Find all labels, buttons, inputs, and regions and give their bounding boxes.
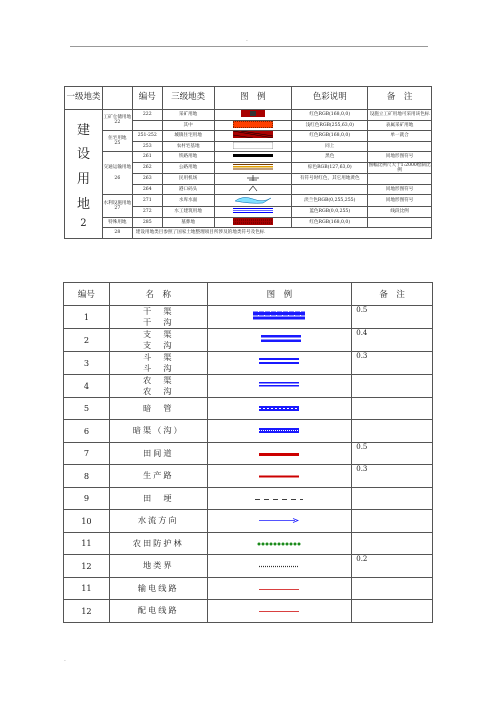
production-road-icon [207, 465, 352, 488]
table-row [64, 420, 433, 443]
class-cell: 港口码头 [162, 184, 214, 195]
legend-swatch [214, 120, 292, 131]
row-note: 0.5 [352, 442, 433, 465]
table-row [64, 351, 433, 374]
header-note: 备 注 [352, 283, 433, 306]
row-number: 12 [64, 555, 110, 578]
legend-swatch [214, 217, 292, 228]
note-cell [368, 141, 432, 152]
row-name: 田 埂 [109, 487, 207, 510]
distribution-line-icon [207, 600, 352, 623]
color-cell: 棕色RGB(127,63,0) [292, 162, 368, 174]
top-dot: · [246, 38, 248, 45]
table-row [64, 442, 433, 465]
ridge-icon [207, 487, 352, 510]
class-cell: 其中 [162, 120, 214, 131]
row-name: 地类界 [109, 555, 207, 578]
color-cell: 淡兰色RGB(0,255,255) [292, 195, 368, 207]
land-boundary-icon [207, 555, 352, 578]
class-cell: 水库水面 [162, 195, 214, 207]
sub-category: 住宅用地 25 [102, 131, 132, 152]
row-number: 5 [64, 397, 110, 420]
table-footer-note: 建设用地类目参照了国家土地整理项目所涉及的地类符号及色标 [132, 228, 431, 239]
code-cell: 272 [132, 207, 162, 218]
table-row [64, 305, 433, 328]
color-cell: 同上 [292, 141, 368, 152]
note-cell: 单一就合 [368, 131, 432, 142]
header-category: 一级地类 [65, 87, 103, 110]
row-name: 斗 渠 斗 沟 [109, 351, 207, 374]
row-name: 农 渠 农 沟 [109, 374, 207, 397]
transmission-line-icon [207, 577, 352, 600]
row-name: 干 渠 干 沟 [109, 305, 207, 328]
covered-ditch-icon [207, 420, 352, 443]
code-cell: 261 [132, 152, 162, 163]
row-note: 0.5 [352, 305, 433, 328]
sub-category: 特殊用地 [102, 217, 132, 228]
legend-swatch [214, 141, 292, 152]
row-note [352, 487, 433, 510]
color-cell: 红色RGB(168,0,0) [292, 217, 368, 228]
row-name: 农田防护林 [109, 532, 207, 555]
group-label: 建 设 用 地 2 [65, 110, 103, 239]
class-cell: 墓葬地 [162, 217, 214, 228]
row-note [352, 374, 433, 397]
note-cell [368, 174, 432, 185]
row-name: 暗 管 [109, 397, 207, 420]
row-number: 12 [64, 600, 110, 623]
header-legend: 图 例 [207, 283, 352, 306]
table-row [64, 600, 433, 623]
table-row [64, 465, 433, 488]
header-note: 备 注 [368, 87, 432, 110]
row-number: 11 [64, 532, 110, 555]
sub-category: 水利设施用地 27 [102, 195, 132, 218]
color-cell: 红色RGB(168,0,0) [292, 131, 368, 142]
table-row [64, 510, 433, 533]
row-number: 3 [64, 351, 110, 374]
color-cell: 有符号时红色，其它用地黄色 [292, 174, 368, 185]
legend-swatch [214, 174, 292, 185]
row-name: 水流方向 [109, 510, 207, 533]
row-note [352, 600, 433, 623]
table-row [64, 532, 433, 555]
class-cell: 农村宅基地 [162, 141, 214, 152]
sub-category: 交通运输用地 26 [102, 152, 132, 195]
row-number: 8 [64, 465, 110, 488]
row-name: 生产路 [109, 465, 207, 488]
legend-swatch [214, 162, 292, 174]
row-note [352, 420, 433, 443]
legend-swatch [214, 195, 292, 207]
note-cell: 表属采矿用地 [368, 120, 432, 131]
note-cell: 图幅比例尺大于1:2000绘制比例 [368, 162, 431, 173]
header-code: 编号 [132, 87, 162, 110]
lateral-canal-icon [207, 351, 352, 374]
code-cell: 285 [132, 217, 162, 228]
row-number: 9 [64, 487, 110, 510]
note-cell: 同地形图符号 [368, 152, 432, 163]
row-number: 6 [64, 420, 110, 443]
color-cell: 红色RGB(168,0,0) [292, 110, 368, 121]
row-number: 1 [64, 305, 110, 328]
class-cell: 公路用地 [162, 162, 214, 174]
table-row [64, 555, 433, 578]
land-use-legend-table [64, 86, 432, 239]
buried-pipe-icon [207, 397, 352, 420]
note-cell [368, 217, 432, 228]
row-note: 0.4 [352, 328, 433, 351]
sub-code: 28 [102, 228, 132, 239]
branch-canal-icon [207, 328, 352, 351]
note-cell: 线段比例 [368, 207, 432, 218]
class-cell: 水工建筑用地 [162, 207, 214, 218]
main-canal-icon [207, 305, 352, 328]
note-cell: 同地形图符号 [368, 184, 432, 195]
row-note [352, 532, 433, 555]
code-cell: 253 [132, 141, 162, 152]
legend-swatch [214, 184, 292, 195]
table-row [64, 374, 433, 397]
row-number: 11 [64, 577, 110, 600]
code-cell: 222 [132, 110, 162, 121]
row-number: 2 [64, 328, 110, 351]
header-class: 三级地类 [162, 87, 214, 110]
class-cell: 城镇住宅用地 [162, 131, 214, 142]
row-number: 7 [64, 442, 110, 465]
note-cell: 同地形图符号 [368, 195, 432, 207]
header-legend: 图 例 [214, 87, 292, 110]
row-note [352, 510, 433, 533]
shelterbelt-icon [207, 532, 352, 555]
header-color: 色彩说明 [292, 87, 368, 110]
row-name: 输电线路 [109, 577, 207, 600]
note-cell: 设施立工矿用地可采用该色标 [368, 110, 432, 121]
table-row [64, 487, 433, 510]
legend-swatch [214, 110, 292, 121]
code-cell: 262 [132, 162, 162, 174]
class-cell: 铁路用地 [162, 152, 214, 163]
row-number: 10 [64, 510, 110, 533]
code-cell: 251-252 [132, 131, 162, 142]
table-row [64, 328, 433, 351]
farm-canal-icon [207, 374, 352, 397]
class-cell: 民用机场 [162, 174, 214, 185]
class-cell: 采矿用地 [162, 110, 214, 121]
color-cell: 黑色 [292, 152, 368, 163]
bottom-dot: · [64, 658, 66, 665]
header-rule [70, 46, 428, 47]
flow-direction-icon [207, 510, 352, 533]
row-note [352, 397, 433, 420]
row-note: 0.3 [352, 465, 433, 488]
color-cell: 浅红色RGB(255,63,0) [292, 120, 368, 131]
code-cell: 264 [132, 184, 162, 195]
row-note [352, 577, 433, 600]
table-row [64, 577, 433, 600]
legend-swatch [214, 207, 292, 218]
row-number: 4 [64, 374, 110, 397]
row-name: 暗渠（沟） [109, 420, 207, 443]
legend-swatch [214, 131, 292, 142]
code-cell: 271 [132, 195, 162, 207]
sub-category: 工矿仓储用地 22 [102, 110, 132, 131]
color-cell [292, 184, 368, 195]
row-name: 田间道 [109, 442, 207, 465]
row-name: 支 渠 支 沟 [109, 328, 207, 351]
color-cell: 蓝色RGB(0,0,255) [292, 207, 368, 218]
legend-swatch [214, 152, 292, 163]
field-road-icon [207, 442, 352, 465]
row-name: 配电线路 [109, 600, 207, 623]
row-note: 0.2 [352, 555, 433, 578]
row-note: 0.3 [352, 351, 433, 374]
table-row [64, 397, 433, 420]
farmland-symbol-table [63, 282, 433, 623]
header-number: 编号 [64, 283, 110, 306]
header-name: 名 称 [109, 283, 207, 306]
code-cell: 263 [132, 174, 162, 185]
